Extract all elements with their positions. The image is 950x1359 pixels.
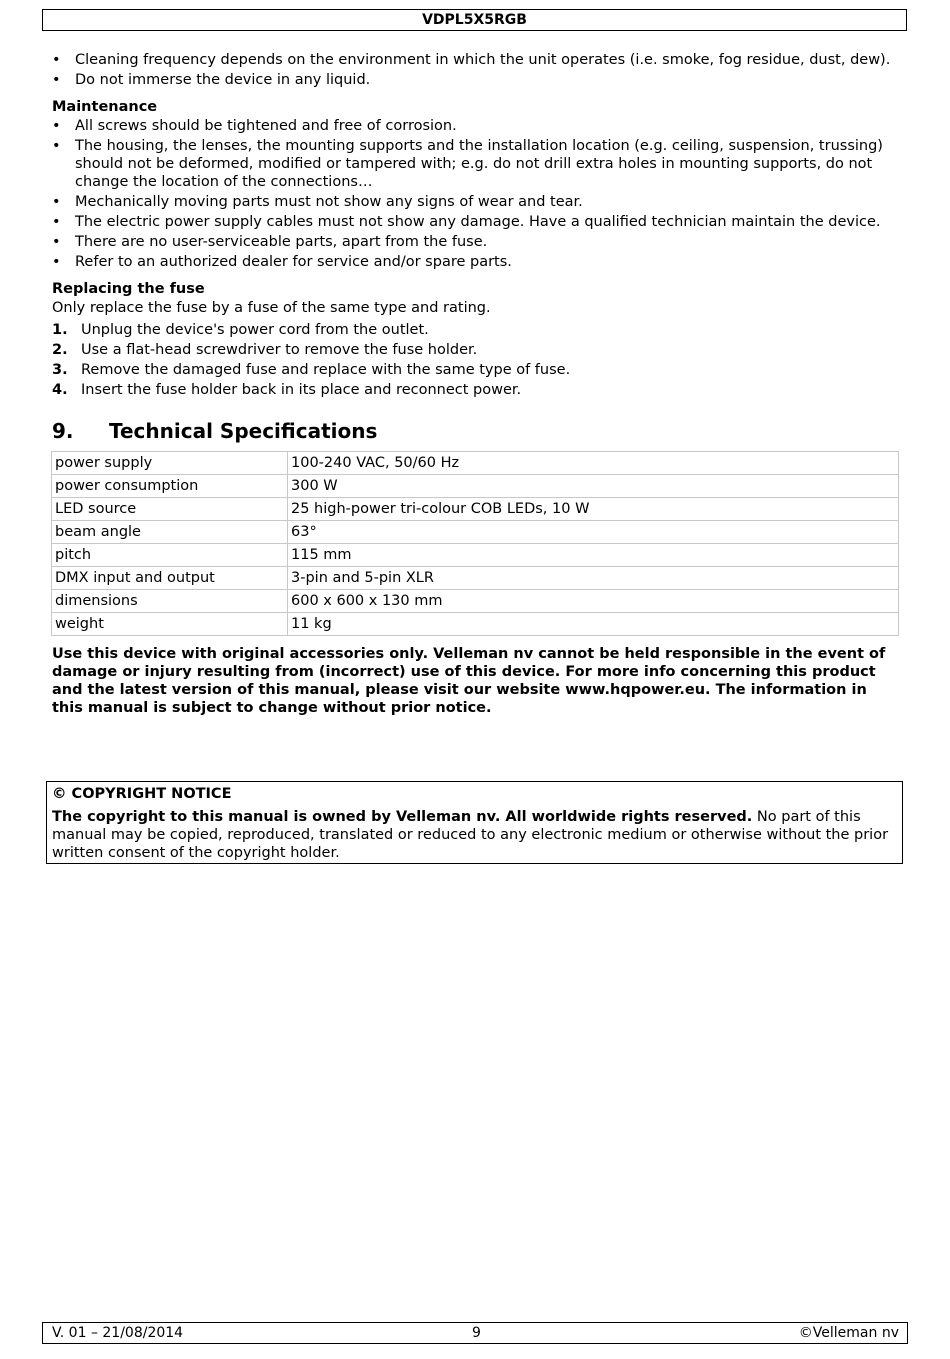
spec-value: 300 W (288, 475, 899, 498)
cleaning-list (52, 51, 892, 89)
spec-key: weight (52, 613, 288, 636)
document-title: VDPL5X5RGB (422, 12, 527, 28)
spec-value: 600 x 600 x 130 mm (288, 590, 899, 613)
table-row (52, 590, 899, 613)
spec-value: 115 mm (288, 544, 899, 567)
list-item: • All screws should be tightened and free of corrosion. (52, 117, 892, 135)
step-text: Unplug the device's power cord from the outlet. (81, 322, 429, 338)
section-title: Technical Specifications (109, 419, 378, 443)
step-text: Use a flat-head screwdriver to remove the fuse holder. (81, 342, 478, 358)
step-item (52, 361, 892, 379)
spec-value: 3-pin and 5-pin XLR (288, 567, 899, 590)
document-footer (42, 1322, 908, 1344)
specs-table (51, 451, 899, 636)
table-row (52, 613, 899, 636)
step-number: 2. (52, 342, 68, 358)
spec-key: DMX input and output (52, 567, 288, 590)
step-item (52, 341, 892, 359)
step-number: 1. (52, 322, 68, 338)
step-number: 4. (52, 382, 68, 398)
copyright-text: No part of this manual may be copied, reproduced, translated or reduced to any electronic medium or otherwise without the prior written consent of the copyright holder. (52, 809, 889, 861)
spec-key: LED source (52, 498, 288, 521)
page-content (52, 51, 892, 717)
usage-notice: Use this device with original accessories only. Velleman nv cannot be held responsible in the event of damage or injury resulting from (incorrect) use of this device. For more info concerning this product and the latest version of this manual, please visit our website www.hqpower.eu. The information in this manual is subject to change without prior notice. (52, 646, 886, 716)
copyright-body (52, 808, 897, 862)
spec-key: pitch (52, 544, 288, 567)
spec-value: 25 high-power tri-colour COB LEDs, 10 W (288, 498, 899, 521)
fuse-intro: Only replace the fuse by a fuse of the same type and rating. (52, 300, 491, 316)
copyright-title: © COPYRIGHT NOTICE (52, 786, 232, 802)
spec-key: beam angle (52, 521, 288, 544)
list-item: • The housing, the lenses, the mounting supports and the installation location (e.g. ceiling, suspension, trussing) should not be deformed, modified or tampered with; e.g. do not drill extra holes in mounting supports, do not change the location of the connections… (52, 137, 892, 191)
section-number: 9. (52, 419, 74, 443)
footer-brand: ©Velleman nv (798, 1325, 899, 1341)
table-row (52, 498, 899, 521)
maintenance-list (52, 117, 892, 271)
list-item: • Refer to an authorized dealer for service and/or spare parts. (52, 253, 892, 271)
list-item: • There are no user-serviceable parts, apart from the fuse. (52, 233, 892, 251)
step-item (52, 381, 892, 399)
spec-value: 100-240 VAC, 50/60 Hz (288, 452, 899, 475)
section-heading (52, 419, 892, 443)
table-row (52, 544, 899, 567)
step-item (52, 321, 892, 339)
step-number: 3. (52, 362, 68, 378)
step-text: Remove the damaged fuse and replace with the same type of fuse. (81, 362, 571, 378)
spec-key: dimensions (52, 590, 288, 613)
fuse-heading: Replacing the fuse (52, 281, 205, 297)
maintenance-heading: Maintenance (52, 99, 158, 115)
spec-value: 63° (288, 521, 899, 544)
table-row (52, 521, 899, 544)
fuse-steps (52, 321, 892, 399)
spec-key: power consumption (52, 475, 288, 498)
copyright-notice-box (46, 781, 903, 864)
list-item: • Do not immerse the device in any liquid. (52, 71, 892, 89)
list-item: • Cleaning frequency depends on the environment in which the unit operates (i.e. smoke, fog residue, dust, dew). (52, 51, 892, 69)
document-header (42, 9, 907, 31)
spec-value: 11 kg (288, 613, 899, 636)
list-item: • Mechanically moving parts must not show any signs of wear and tear. (52, 193, 892, 211)
table-row (52, 567, 899, 590)
footer-version: V. 01 – 21/08/2014 (52, 1325, 184, 1341)
table-row (52, 475, 899, 498)
list-item: • The electric power supply cables must not show any damage. Have a qualified technician maintain the device. (52, 213, 892, 231)
page-number: 9 (472, 1325, 481, 1341)
table-row (52, 452, 899, 475)
spec-key: power supply (52, 452, 288, 475)
copyright-bold-text: The copyright to this manual is owned by Velleman nv. All worldwide rights reserved. (52, 809, 753, 825)
step-text: Insert the fuse holder back in its place and reconnect power. (81, 382, 522, 398)
